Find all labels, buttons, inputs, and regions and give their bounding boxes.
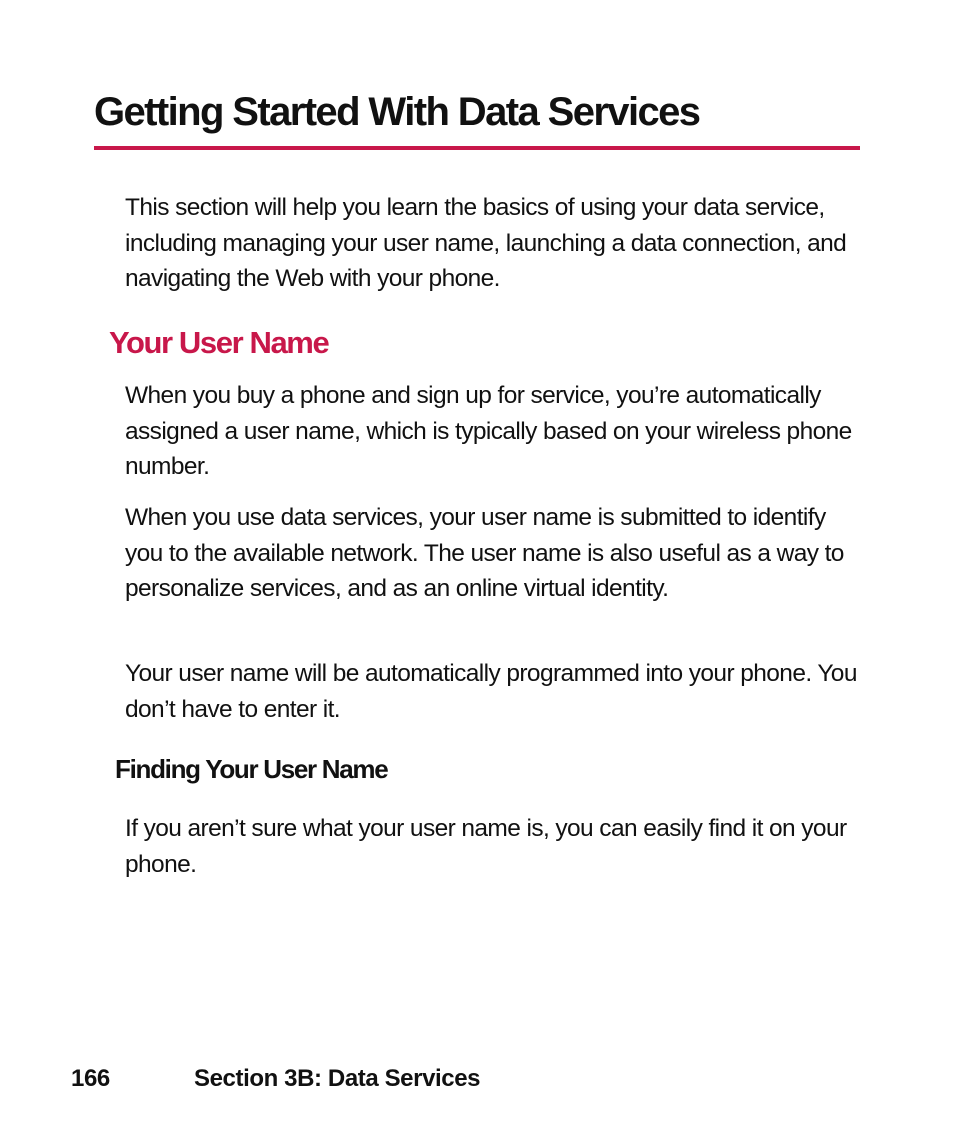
paragraph-find-user-name: If you aren’t sure what your user name is, you can easily find it on your phone. <box>125 815 847 878</box>
subsection-heading-finding-user-name: Finding Your User Name <box>115 754 388 784</box>
paragraph-user-name-usage: When you use data services, your user name is submitted to identify you to the available network. The user name is also useful as a way to personalize services, and as an online virtual identity. <box>125 504 844 602</box>
paragraph-auto-programmed: Your user name will be automatically programmed into your phone. You don’t have to enter it. <box>125 660 857 723</box>
page-footer <box>71 1062 671 1096</box>
paragraph-assigned-user-name: When you buy a phone and sign up for service, you’re automatically assigned a user name, which is typically based on your wireless phone number. <box>125 382 852 480</box>
intro-paragraph: This section will help you learn the basics of using your data service, including managing your user name, launching a data connection, and navigating the Web with your phone. <box>125 194 847 292</box>
page-number: 166 <box>71 1065 110 1092</box>
footer-section-label: Section 3B: Data Services <box>194 1065 481 1092</box>
title-rule <box>94 146 860 150</box>
section-heading-your-user-name: Your User Name <box>109 325 329 360</box>
page-title: Getting Started With Data Services <box>94 90 700 134</box>
